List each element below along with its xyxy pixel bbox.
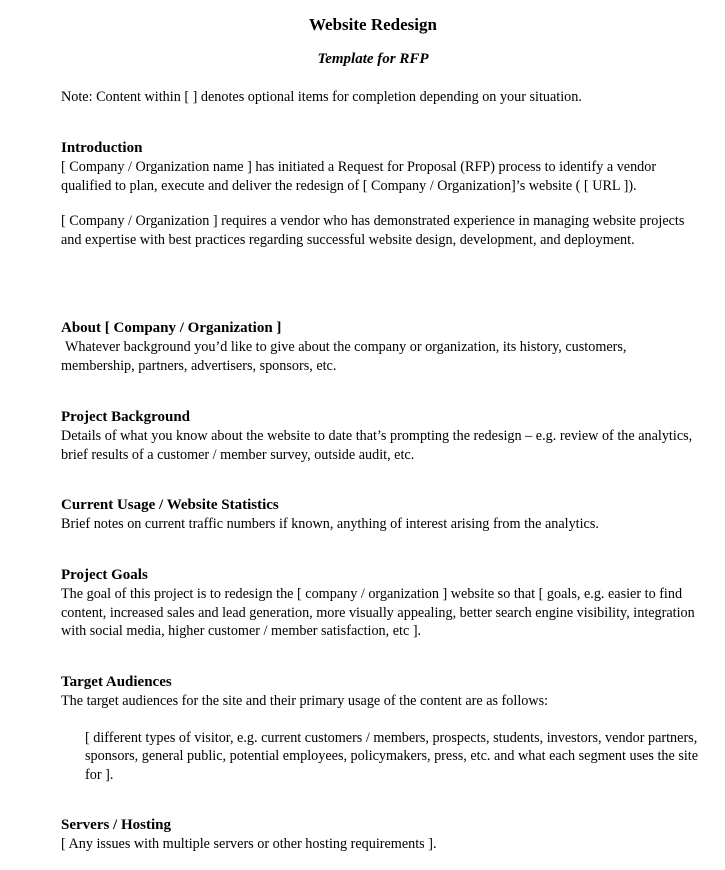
section-target-audiences [61, 673, 701, 784]
section-project-background [61, 408, 701, 464]
current-usage-heading: Current Usage / Website Statistics [61, 497, 279, 513]
document-title: Website Redesign [309, 15, 437, 34]
project-background-paragraph: Details of what you know about the website to date that’s prompting the redesign – e.g. review of the analytics, brief results of a customer / member survey, outside audit, etc. [61, 428, 693, 463]
about-paragraph: Whatever background you’d like to give about the company or organization, its history, customers, membership, partners, advertisers, sponsors, etc. [61, 339, 627, 374]
introduction-paragraph-2: [ Company / Organization ] requires a vendor who has demonstrated experience in managing website projects and expertise with best practices regarding successful website design, development, and deployment. [61, 213, 685, 248]
introduction-paragraph-1: [ Company / Organization name ] has initiated a Request for Proposal (RFP) process to identify a vendor qualified to plan, execute and deliver the redesign of [ Company / Organization]’s website ( [ URL ]). [61, 159, 657, 194]
current-usage-paragraph: Brief notes on current traffic numbers if known, anything of interest arising from the analytics. [61, 516, 599, 532]
servers-hosting-heading: Servers / Hosting [61, 817, 171, 833]
servers-hosting-paragraph: [ Any issues with multiple servers or other hosting requirements ]. [61, 836, 437, 852]
section-servers-hosting [61, 816, 701, 854]
section-project-goals [61, 566, 701, 641]
section-current-usage [61, 496, 701, 534]
optional-items-note: Note: Content within [ ] denotes optional items for completion depending on your situation. [61, 89, 582, 105]
about-heading: About [ Company / Organization ] [61, 320, 282, 336]
project-goals-paragraph: The goal of this project is to redesign the [ company / organization ] website so that [ goals, e.g. easier to find content, increased sales and lead generation, more visually appealing, better search engine visibility, integration with social media, higher customer / member satisfaction, etc ]. [61, 586, 695, 640]
document-subtitle: Template for RFP [317, 51, 429, 67]
introduction-heading: Introduction [61, 140, 143, 156]
target-audiences-block: [ different types of visitor, e.g. current customers / members, prospects, students, investors, vendor partners, sponsors, general public, potential employees, policymakers, press, etc. and what each segment uses the site for ]. [85, 729, 699, 783]
section-introduction [61, 139, 701, 249]
project-background-heading: Project Background [61, 409, 191, 425]
target-audiences-heading: Target Audiences [61, 674, 172, 690]
project-goals-heading: Project Goals [61, 567, 148, 583]
target-audiences-paragraph: The target audiences for the site and their primary usage of the content are as follows: [61, 693, 549, 709]
section-about [61, 319, 701, 375]
